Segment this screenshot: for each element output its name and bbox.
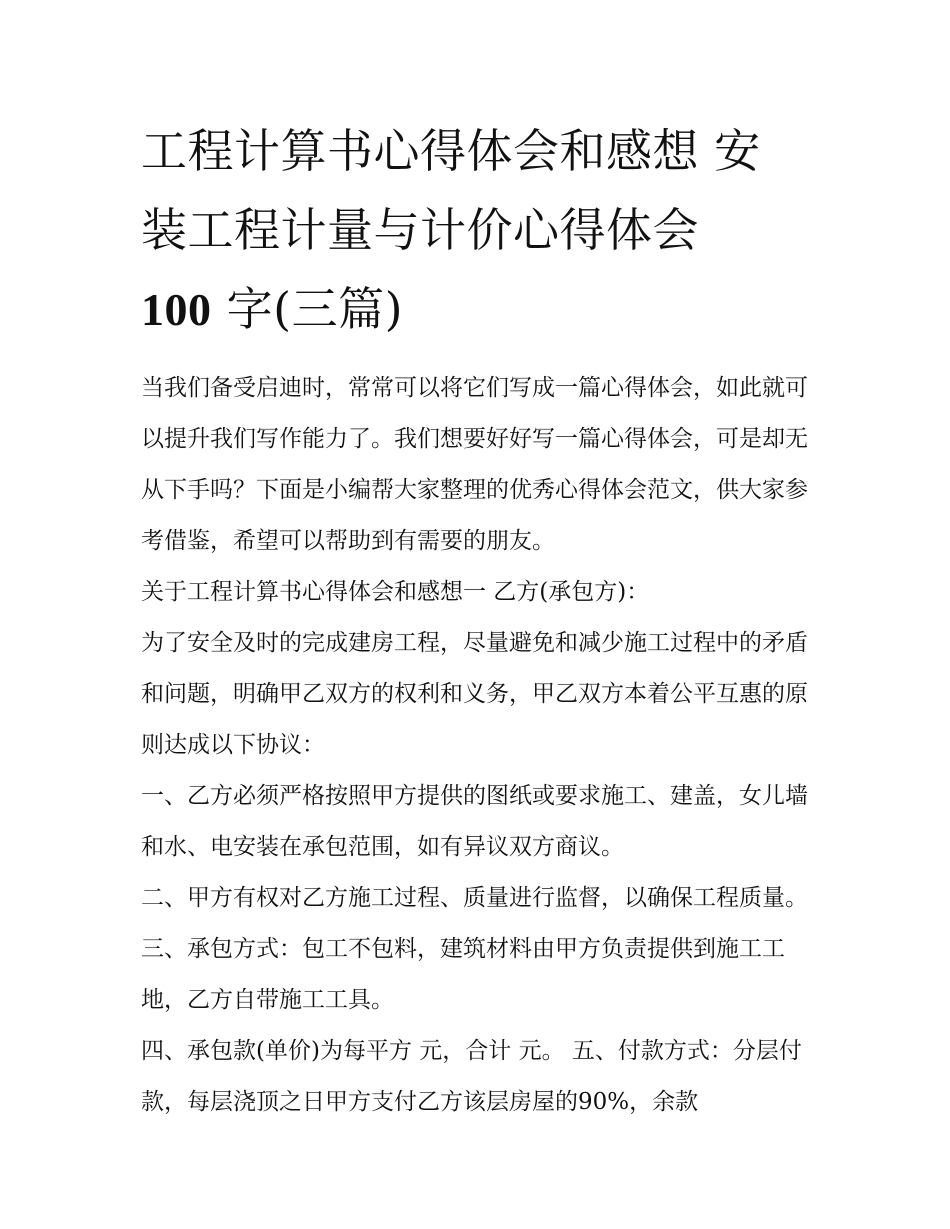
intro-paragraph: 当我们备受启迪时，常常可以将它们写成一篇心得体会，如此就可以提升我们写作能力了。我们想要好好写一篇心得体会，可是却无从下手吗？下面是小编帮大家整理的优秀心得体会范文，供大家参考借鉴，希望可以帮助到有需要的朋友。: [141, 375, 808, 554]
title-line-1: 工程计算书心得体会和感想 安: [141, 124, 761, 178]
purpose-paragraph: 为了安全及时的完成建房工程，尽量避免和减少施工过程中的矛盾和问题，明确甲乙双方的权利和义务，甲乙双方本着公平互惠的原则达成以下协议：: [141, 630, 808, 758]
document-body: [141, 112, 816, 1128]
section-heading: 关于工程计算书心得体会和感想一 乙方(承包方)：: [141, 579, 650, 605]
document-title: [141, 112, 816, 349]
clause-1: 一、乙方必须严格按照甲方提供的图纸或要求施工、建盖，女儿墙和水、电安装在承包范围，如有异议双方商议。: [141, 783, 808, 860]
clause-4-5: 四、承包款(单价)为每平方 元，合计 元。 五、付款方式：分层付款，每层浇顶之日甲方支付乙方该层房屋的90%，余款: [141, 1038, 802, 1115]
title-line-2: 装工程计量与计价心得体会: [141, 203, 699, 257]
title-line-3: 字(三篇): [211, 282, 404, 336]
clause-2-3: 二、甲方有权对乙方施工过程、质量进行监督，以确保工程质量。 三、承包方式：包工不包料，建筑材料由甲方负责提供到施工工地，乙方自带施工工具。: [141, 885, 808, 1013]
title-number: 100: [141, 284, 212, 335]
